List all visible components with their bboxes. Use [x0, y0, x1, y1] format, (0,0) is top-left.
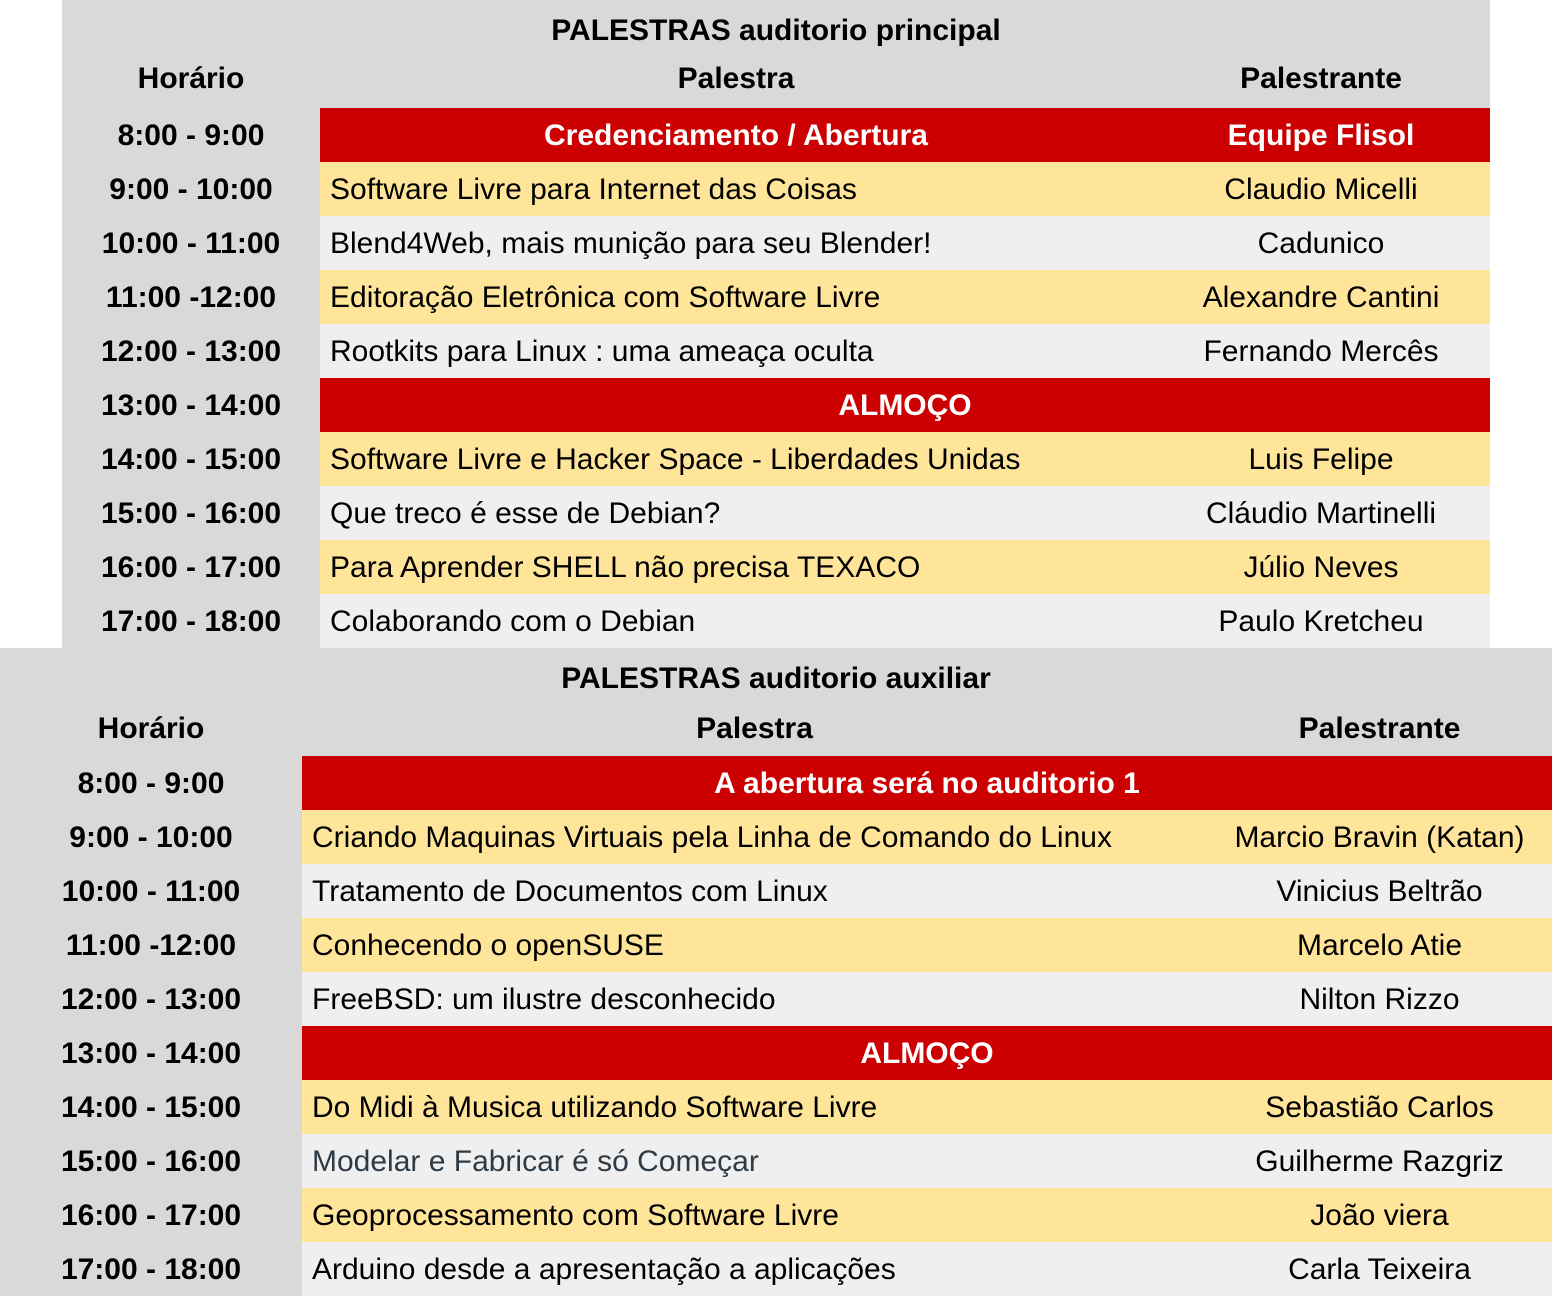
time-slot: 10:00 - 11:00	[101, 227, 281, 260]
schedule-title: PALESTRAS auditorio principal	[551, 14, 1001, 47]
time-slot: 14:00 - 15:00	[60, 1091, 242, 1124]
talk-title: Rootkits para Linux : uma ameaça oculta	[320, 324, 1152, 378]
speaker-name: Marcio Bravin (Katan)	[1207, 810, 1552, 864]
speaker-name: Guilherme Razgriz	[1207, 1134, 1552, 1188]
table-row	[62, 594, 1490, 648]
speaker-name: Cadunico	[1152, 216, 1490, 270]
speaker-name: Paulo Kretcheu	[1152, 594, 1490, 648]
header-talk: Palestra	[696, 712, 813, 745]
opening-notice: A abertura será no auditorio 1	[302, 756, 1552, 810]
speaker-name: Cláudio Martinelli	[1152, 486, 1490, 540]
table-row	[62, 270, 1490, 324]
schedule-auxiliar	[0, 648, 1552, 1296]
table-row	[0, 1026, 1552, 1080]
lunch-break: ALMOÇO	[302, 1026, 1552, 1080]
speaker-name: Alexandre Cantini	[1152, 270, 1490, 324]
time-slot: 17:00 - 18:00	[60, 1253, 242, 1286]
talk-title: Conhecendo o openSUSE	[302, 918, 1207, 972]
time-slot: 13:00 - 14:00	[60, 1037, 242, 1070]
time-slot: 8:00 - 9:00	[77, 767, 225, 800]
talk-title: Que treco é esse de Debian?	[320, 486, 1152, 540]
talk-title: Geoprocessamento com Software Livre	[302, 1188, 1207, 1242]
speaker-name: Marcelo Atie	[1207, 918, 1552, 972]
speaker-name: Júlio Neves	[1152, 540, 1490, 594]
talk-title: Colaborando com o Debian	[320, 594, 1152, 648]
table-row	[0, 972, 1552, 1026]
talk-title: Para Aprender SHELL não precisa TEXACO	[320, 540, 1152, 594]
time-slot: 15:00 - 16:00	[60, 1145, 242, 1178]
schedule-title: PALESTRAS auditorio auxiliar	[561, 662, 991, 695]
time-slot: 11:00 -12:00	[65, 929, 237, 962]
header-speaker: Palestrante	[1240, 62, 1402, 95]
talk-title: Editoração Eletrônica com Software Livre	[320, 270, 1152, 324]
time-slot: 14:00 - 15:00	[100, 443, 282, 476]
talk-title: Arduino desde a apresentação a aplicações	[302, 1242, 1207, 1296]
speaker-name: Nilton Rizzo	[1207, 972, 1552, 1026]
time-slot: 9:00 - 10:00	[69, 821, 233, 854]
table-row	[0, 1080, 1552, 1134]
speaker-name: Luis Felipe	[1152, 432, 1490, 486]
speaker-name: Claudio Micelli	[1152, 162, 1490, 216]
table-row	[0, 864, 1552, 918]
time-slot: 9:00 - 10:00	[109, 173, 273, 206]
talk-title: Software Livre e Hacker Space - Liberdades Unidas	[320, 432, 1152, 486]
table-row	[62, 486, 1490, 540]
table-row	[0, 918, 1552, 972]
table-row	[62, 540, 1490, 594]
time-slot: 11:00 -12:00	[105, 281, 277, 314]
time-slot: 16:00 - 17:00	[100, 551, 282, 584]
time-slot: 12:00 - 13:00	[60, 983, 242, 1016]
table-row	[62, 378, 1490, 432]
talk-title: Software Livre para Internet das Coisas	[320, 162, 1152, 216]
time-slot: 15:00 - 16:00	[100, 497, 282, 530]
talk-title: FreeBSD: um ilustre desconhecido	[302, 972, 1207, 1026]
table-row	[62, 162, 1490, 216]
speaker-name: João viera	[1207, 1188, 1552, 1242]
speaker-name: Fernando Mercês	[1152, 324, 1490, 378]
table-row	[0, 1188, 1552, 1242]
speaker-name: Sebastião Carlos	[1207, 1080, 1552, 1134]
time-slot: 12:00 - 13:00	[100, 335, 282, 368]
talk-title: Credenciamento / Abertura	[320, 108, 1152, 162]
time-slot: 13:00 - 14:00	[100, 389, 282, 422]
speaker-name: Carla Teixeira	[1207, 1242, 1552, 1296]
time-slot: 10:00 - 11:00	[61, 875, 241, 908]
header-time: Horário	[97, 712, 205, 745]
table-row	[62, 216, 1490, 270]
table-row	[0, 756, 1552, 810]
header-time: Horário	[137, 62, 245, 95]
table-row	[62, 432, 1490, 486]
time-slot: 17:00 - 18:00	[100, 605, 282, 638]
table-row	[0, 1242, 1552, 1296]
talk-title: Do Midi à Musica utilizando Software Livre	[302, 1080, 1207, 1134]
time-slot: 8:00 - 9:00	[117, 119, 265, 152]
speaker-name: Equipe Flisol	[1152, 108, 1490, 162]
time-slot: 16:00 - 17:00	[60, 1199, 242, 1232]
speaker-name: Vinicius Beltrão	[1207, 864, 1552, 918]
header-talk: Palestra	[677, 62, 795, 95]
table-row	[62, 108, 1490, 162]
table-row	[0, 1134, 1552, 1188]
talk-title: Criando Maquinas Virtuais pela Linha de Comando do Linux	[302, 810, 1207, 864]
header-speaker: Palestrante	[1298, 712, 1461, 745]
talk-title: Blend4Web, mais munição para seu Blender!	[320, 216, 1152, 270]
talk-title: Modelar e Fabricar é só Começar	[302, 1134, 1207, 1188]
schedule-principal	[62, 0, 1490, 648]
lunch-break: ALMOÇO	[320, 378, 1490, 432]
talk-title: Tratamento de Documentos com Linux	[302, 864, 1207, 918]
table-row	[0, 810, 1552, 864]
table-row	[62, 324, 1490, 378]
